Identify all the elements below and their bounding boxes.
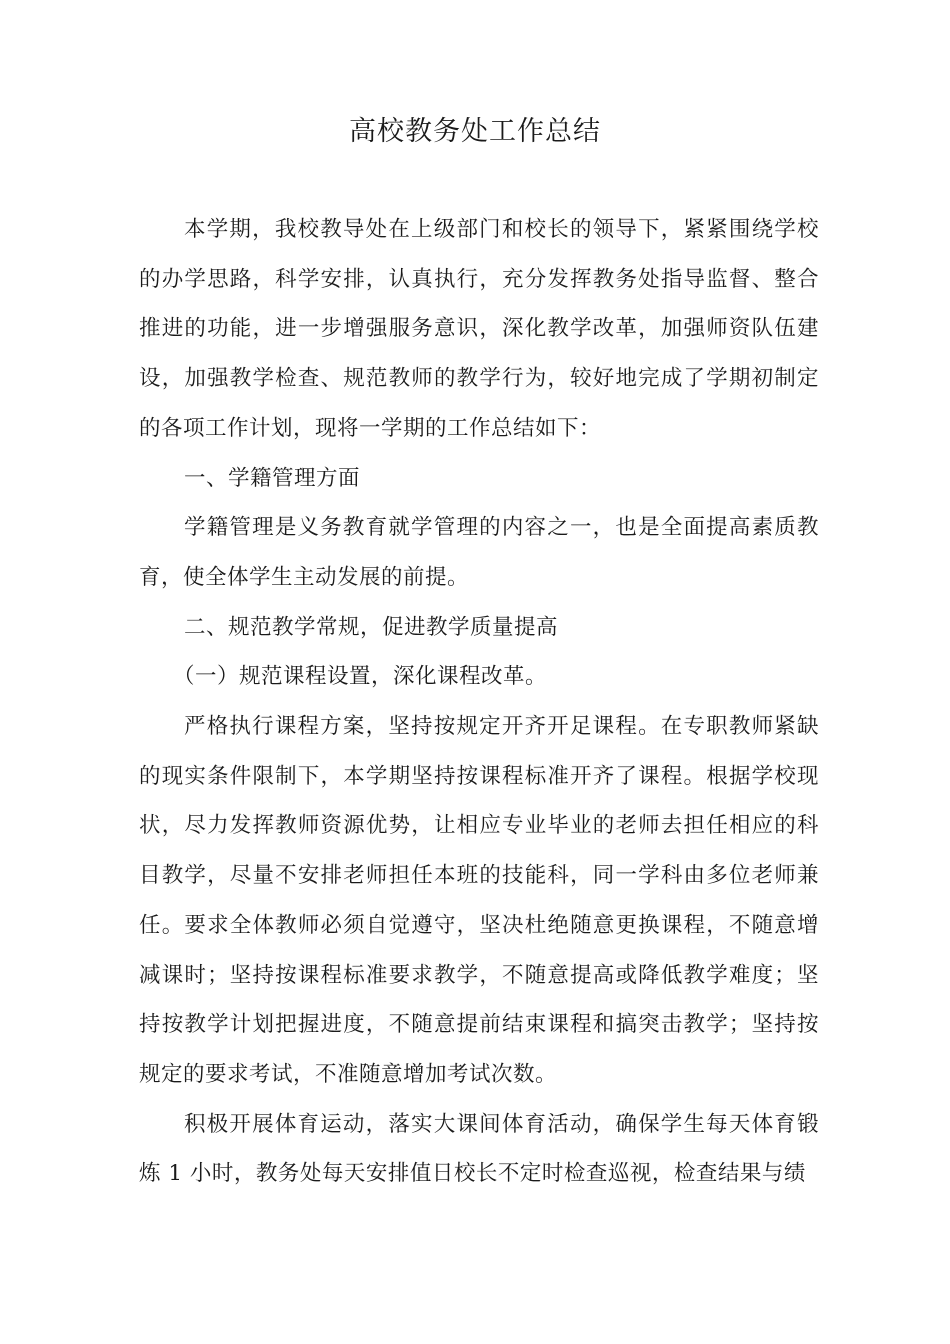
sports-paragraph: 积极开展体育运动，落实大课间体育活动，确保学生每天体育锻炼 1 小时，教务处每天安排值日校长不定时检查巡视，检查结果与绩	[139, 1111, 819, 1187]
subsection-heading-1: （一）规范课程设置，深化课程改革。	[173, 664, 548, 690]
intro-paragraph: 本学期，我校教导处在上级部门和校长的领导下，紧紧围绕学校的办学思路，科学安排，认真执行，充分发挥教务处指导监督、整合推进的功能，进一步增强服务意识，深化教学改革，加强师资队伍建设，加强教学检查、规范教师的教学行为，较好地完成了学期初制定的各项工作计划，现将一学期的工作总结如下：	[139, 217, 819, 441]
document-body	[139, 205, 819, 1199]
section-1-paragraph: 学籍管理是义务教育就学管理的内容之一，也是全面提高素质教育，使全体学生主动发展的前提。	[139, 515, 819, 590]
curriculum-paragraph: 严格执行课程方案，坚持按规定开齐开足课程。在专职教师紧缺的现实条件限制下，本学期坚持按课程标准开齐了课程。根据学校现状，尽力发挥教师资源优势，让相应专业毕业的老师去担任相应的科目教学，尽量不安排老师担任本班的技能科，同一学科由多位老师兼任。要求全体教师必须自觉遵守，坚决杜绝随意更换课程，不随意增减课时；坚持按课程标准要求教学，不随意提高或降低教学难度；坚持按教学计划把握进度，不随意提前结束课程和搞突击教学；坚持按规定的要求考试，不准随意增加考试次数。	[139, 714, 819, 1087]
section-heading-2: 二、规范教学常规，促进教学质量提高	[184, 614, 559, 640]
document-title: 高校教务处工作总结	[349, 116, 601, 147]
section-heading-1: 一、学籍管理方面	[184, 465, 361, 491]
